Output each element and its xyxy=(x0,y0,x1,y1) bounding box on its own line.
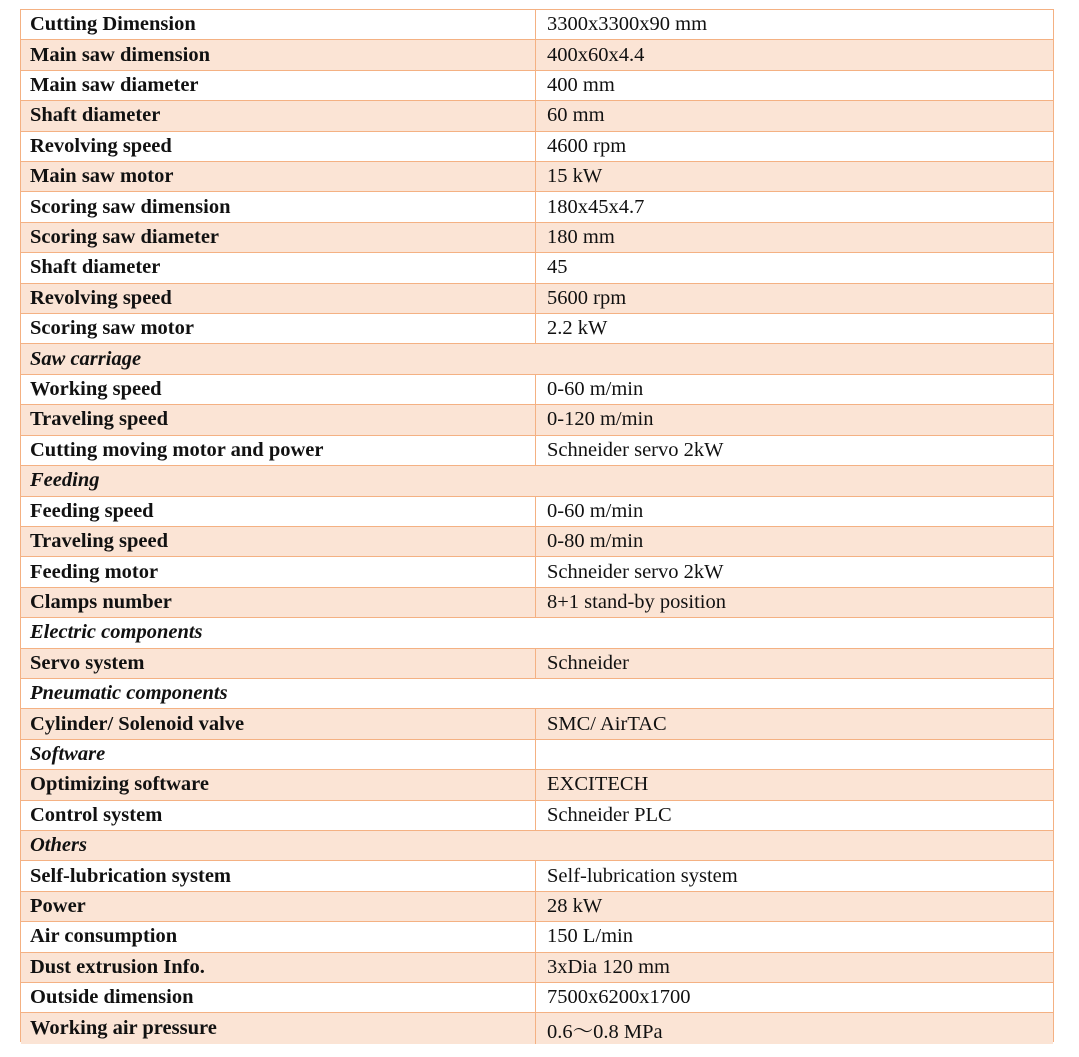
section-title: Electric components xyxy=(30,621,203,644)
table-row xyxy=(21,861,1053,891)
table-row xyxy=(21,557,1053,587)
section-title: Feeding xyxy=(30,469,100,492)
section-title: Software xyxy=(21,740,536,769)
table-row xyxy=(21,1013,1053,1043)
table-row xyxy=(21,71,1053,101)
spec-label: Revolving speed xyxy=(21,284,536,313)
spec-value: 45 xyxy=(547,256,568,279)
spec-label: Working speed xyxy=(21,375,536,404)
table-row xyxy=(21,922,1053,952)
spec-label: Shaft diameter xyxy=(21,101,536,130)
spec-label: Traveling speed xyxy=(21,405,536,434)
spec-label: Traveling speed xyxy=(21,527,536,556)
spec-label: Outside dimension xyxy=(21,983,536,1012)
spec-label: Clamps number xyxy=(21,588,536,617)
spec-value: 0-60 m/min xyxy=(547,499,644,522)
spec-value: 5600 rpm xyxy=(547,286,627,309)
spec-value: 180 mm xyxy=(547,226,615,249)
spec-value: SMC/ AirTAC xyxy=(547,712,667,735)
spec-label: Servo system xyxy=(21,649,536,678)
spec-value: 15 kW xyxy=(547,165,603,188)
spec-label: Main saw diameter xyxy=(21,71,536,100)
spec-value: 0.6～0.8 MPa xyxy=(547,1020,663,1043)
table-row xyxy=(21,588,1053,618)
table-row xyxy=(21,10,1053,40)
table-row xyxy=(21,709,1053,739)
spec-value: 3xDia 120 mm xyxy=(547,955,670,978)
section-title: Pneumatic components xyxy=(30,682,228,705)
spec-value: 0-60 m/min xyxy=(547,378,644,401)
table-row xyxy=(21,40,1053,70)
table-row xyxy=(21,253,1053,283)
section-title: Others xyxy=(30,834,87,857)
spec-value: Self-lubrication system xyxy=(547,864,738,887)
section-header-row xyxy=(21,679,1053,709)
table-row xyxy=(21,892,1053,922)
table-row xyxy=(21,801,1053,831)
spec-value: 0-80 m/min xyxy=(547,530,644,553)
spec-value: Schneider PLC xyxy=(547,803,672,826)
spec-label: Cutting Dimension xyxy=(21,10,536,39)
table-row xyxy=(21,132,1053,162)
section-header-row xyxy=(21,831,1053,861)
spec-label: Control system xyxy=(21,801,536,830)
spec-value: Schneider servo 2kW xyxy=(547,560,724,583)
spec-table xyxy=(20,9,1054,1042)
spec-value xyxy=(536,740,1053,769)
spec-value: Schneider servo 2kW xyxy=(547,438,724,461)
table-row xyxy=(21,405,1053,435)
spec-value: 400x60x4.4 xyxy=(547,43,645,66)
spec-label: Working air pressure xyxy=(21,1013,536,1043)
spec-label: Self-lubrication system xyxy=(21,861,536,890)
table-row xyxy=(21,436,1053,466)
spec-value: EXCITECH xyxy=(547,773,649,796)
table-row xyxy=(21,223,1053,253)
spec-value: 400 mm xyxy=(547,74,615,97)
spec-label: Scoring saw motor xyxy=(21,314,536,343)
spec-label: Feeding motor xyxy=(21,557,536,586)
spec-label: Feeding speed xyxy=(21,497,536,526)
spec-value: 28 kW xyxy=(547,894,603,917)
spec-value: 150 L/min xyxy=(547,925,633,948)
table-row xyxy=(21,983,1053,1013)
spec-value: 3300x3300x90 mm xyxy=(547,13,708,36)
table-row xyxy=(21,314,1053,344)
spec-label: Dust extrusion Info. xyxy=(21,953,536,982)
spec-label: Optimizing software xyxy=(21,770,536,799)
spec-value: 0-120 m/min xyxy=(547,408,654,431)
section-header-row xyxy=(21,466,1053,496)
spec-value: 60 mm xyxy=(547,104,605,127)
spec-label: Revolving speed xyxy=(21,132,536,161)
spec-label: Cylinder/ Solenoid valve xyxy=(21,709,536,738)
table-row xyxy=(21,375,1053,405)
spec-label: Shaft diameter xyxy=(21,253,536,282)
section-title: Saw carriage xyxy=(30,347,142,370)
spec-value: 180x45x4.7 xyxy=(547,195,645,218)
spec-value: 7500x6200x1700 xyxy=(547,986,691,1009)
spec-label: Main saw motor xyxy=(21,162,536,191)
spec-label: Power xyxy=(21,892,536,921)
spec-label: Scoring saw diameter xyxy=(21,223,536,252)
table-row xyxy=(21,162,1053,192)
spec-label: Scoring saw dimension xyxy=(21,192,536,221)
section-header-row xyxy=(21,344,1053,374)
spec-value: 2.2 kW xyxy=(547,317,608,340)
table-row xyxy=(21,497,1053,527)
spec-label: Main saw dimension xyxy=(21,40,536,69)
section-header-row xyxy=(21,618,1053,648)
section-header-row xyxy=(21,740,1053,770)
spec-label: Air consumption xyxy=(21,922,536,951)
spec-value: Schneider xyxy=(547,651,629,674)
table-row xyxy=(21,101,1053,131)
spec-value: 8+1 stand-by position xyxy=(547,590,726,613)
spec-label: Cutting moving motor and power xyxy=(21,436,536,465)
table-row xyxy=(21,770,1053,800)
table-row xyxy=(21,953,1053,983)
spec-value: 4600 rpm xyxy=(547,134,627,157)
table-row xyxy=(21,192,1053,222)
table-row xyxy=(21,284,1053,314)
table-row xyxy=(21,527,1053,557)
table-row xyxy=(21,649,1053,679)
